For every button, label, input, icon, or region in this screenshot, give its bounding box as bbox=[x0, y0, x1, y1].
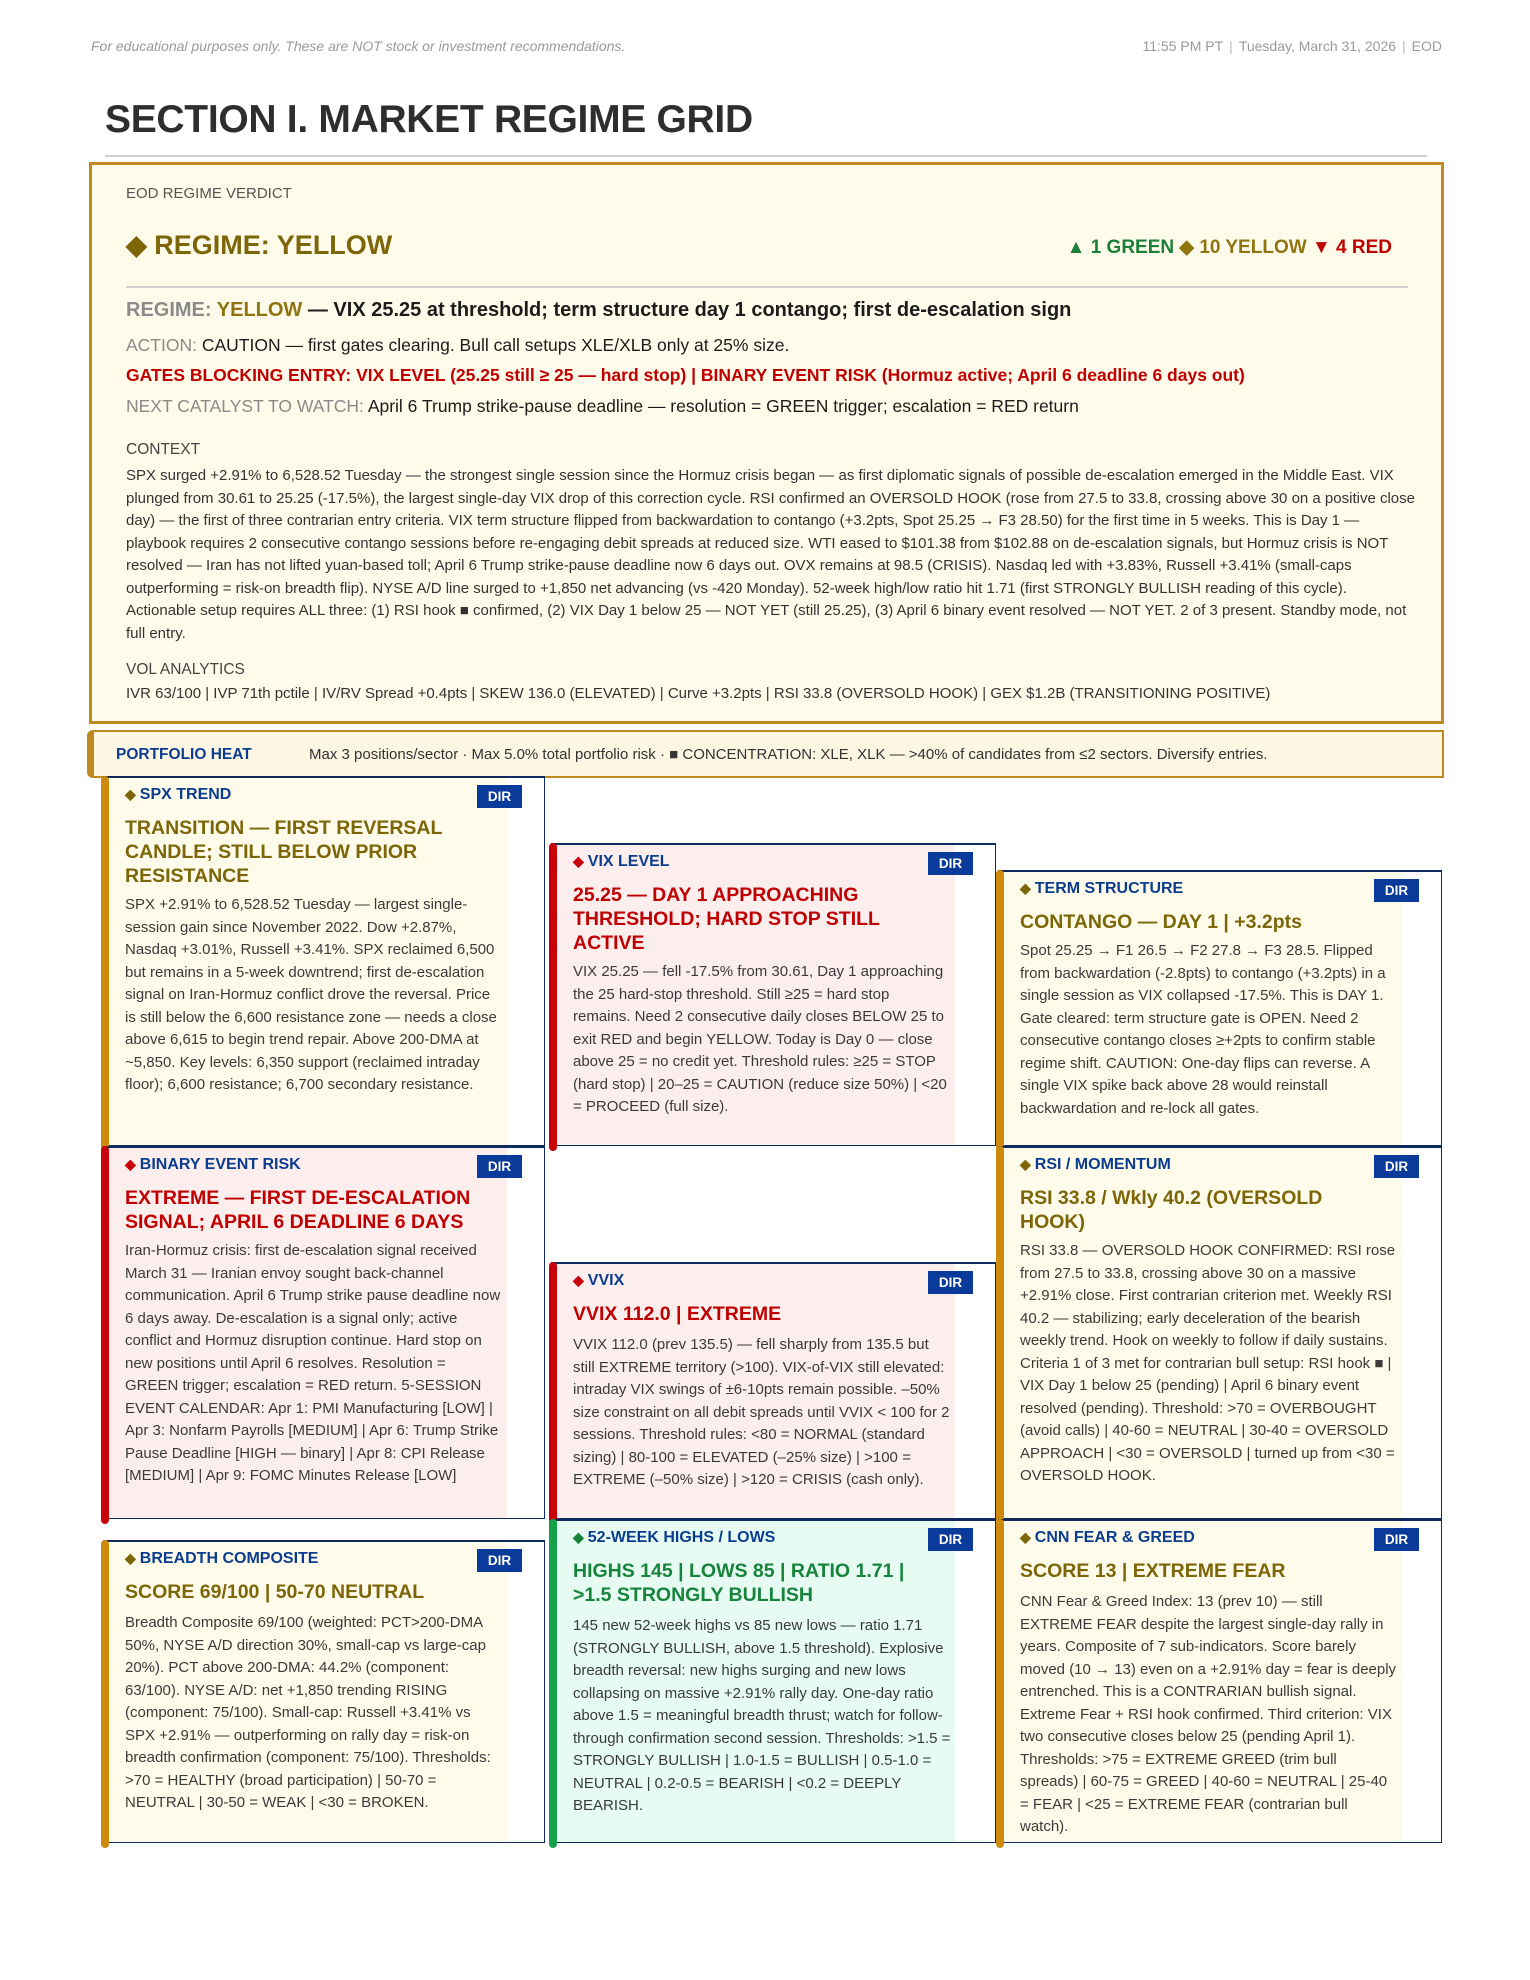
card-value: CONTANGO — DAY 1 | +3.2pts bbox=[1020, 911, 1302, 933]
summary-state: YELLOW bbox=[216, 299, 303, 321]
card-body: VIX 25.25 — fell -17.5% from 30.61, Day 1 approaching the 25 hard-stop threshold. Still ≥25 = hard stop remains. Need 2 consecutive daily closes BELOW 25 to exit RED and begin YELLOW. Today is Day 0 — close above 25 = no credit yet. Threshold rules: ≥25 = STOP (hard stop) | 20–25 = CAUTION (reduce size 50%) | <20 = PROCEED (full size). bbox=[573, 963, 947, 1115]
card-body: VVIX 112.0 (prev 135.5) — fell sharply from 135.5 but still EXTREME territory (>100). VIX-of-VIX still elevated: intraday VIX swings of ±6-10pts remain possible. –50% size constraint on all debit spreads until VVIX < 100 for 2 sessions. Threshold rules: <80 = NORMAL (standard sizing) | 80-100 = ELEVATED (–25% size) | >100 = EXTREME (–50% size) | >120 = CRISIS (cash only). bbox=[573, 1336, 950, 1488]
triangle-up-icon: ▲ bbox=[1066, 237, 1086, 258]
dir-badge[interactable]: DIR bbox=[1374, 1528, 1419, 1551]
portfolio-heat-text: Max 3 positions/sector · Max 5.0% total portfolio risk · ■ CONCENTRATION: XLE, XLK — >40% of candidates from ≤2 sectors. Diversify entries. bbox=[309, 746, 1268, 763]
section-title: SECTION I. MARKET REGIME GRID bbox=[105, 98, 753, 141]
dir-badge[interactable]: DIR bbox=[928, 1528, 973, 1551]
status-accent-bar bbox=[101, 776, 109, 1151]
card-body: RSI 33.8 — OVERSOLD HOOK CONFIRMED: RSI rose from 27.5 to 33.8, crossing above 30 on a massive +2.91% close. First contrarian criterion met. Weekly RSI 40.2 — stabilizing; early deceleration of the bearish weekly trend. Hook on weekly to follow if daily sustains. Criteria 1 of 3 met for contrarian bull setup: RSI hook ■ | VIX Day 1 below 25 (pending) | April 6 binary event resolved (pending). Threshold: >70 = OVERBOUGHT (avoid calls) | 40-60 = NEUTRAL | 30-40 = OVERSOLD APPROACH | <30 = OVERSOLD | turned up from <30 = OVERSOLD HOOK. bbox=[1020, 1242, 1396, 1484]
card-value: 25.25 — DAY 1 APPROACHING THRESHOLD; HARD STOP STILL ACTIVE bbox=[573, 884, 880, 954]
dir-badge[interactable]: DIR bbox=[477, 1549, 522, 1572]
diamond-icon: ◆ bbox=[1179, 237, 1195, 258]
diamond-icon: ◆ bbox=[125, 786, 136, 802]
card-title: ◆ TERM STRUCTURE bbox=[1020, 880, 1184, 897]
card-body: CNN Fear & Greed Index: 13 (prev 10) — still EXTREME FEAR despite the largest single-day rally in years. Composite of 7 sub-indicators. Score barely moved (10 → 13) even on a +2.91% day = fear is deeply entrenched. This is a CONTRARIAN bullish signal. Extreme Fear + RSI hook confirmed. Third criterion: VIX two consecutive closes below 25 (pending April 1). Thresholds: >75 = EXTREME GREED (trim bull spreads) | 60-75 = GREED | 40-60 = NEUTRAL | 25-40 = FEAR | <25 = EXTREME FEAR (contrarian bull watch). bbox=[1020, 1593, 1397, 1835]
status-accent-bar bbox=[996, 1146, 1004, 1524]
catalyst-label: NEXT CATALYST TO WATCH: bbox=[126, 396, 368, 416]
card-title: ◆ RSI / MOMENTUM bbox=[1020, 1156, 1171, 1173]
card-value: HIGHS 145 | LOWS 85 | RATIO 1.71 | >1.5 STRONGLY BULLISH bbox=[573, 1560, 905, 1606]
title-divider bbox=[105, 155, 1427, 157]
diamond-icon: ◆ bbox=[573, 1529, 584, 1545]
action-line bbox=[126, 335, 789, 356]
separator: | bbox=[1229, 38, 1233, 54]
card-title: ◆ 52-WEEK HIGHS / LOWS bbox=[573, 1529, 776, 1546]
yellow-count: 10 YELLOW bbox=[1199, 237, 1307, 258]
dir-badge[interactable]: DIR bbox=[477, 785, 522, 808]
red-count: 4 RED bbox=[1336, 237, 1392, 258]
context-text: SPX surged +2.91% to 6,528.52 Tuesday — the strongest single session since the Hormuz crisis began — as first diplomatic signals of possible de-escalation emerged in the Middle East. VIX plunged from 30.61 to 25.25 (-17.5%), the largest single-day VIX drop of this correction cycle. RSI confirmed an OVERSOLD HOOK (rose from 27.5 to 33.8, crossing above 30 on a positive close day) — the first of three contrarian entry criteria. VIX term structure flipped from backwardation to contango (+3.2pts, Spot 25.25 → F3 28.50) for the first time in 5 weeks. This is Day 1 — playbook requires 2 consecutive contango sessions before re-engaging debit spreads at reduced size. WTI eased to $101.38 from $102.88 on de-escalation signals, but Hormuz crisis is NOT resolved — Iran has not lifted yuan-based toll; April 6 Trump strike-pause deadline now 6 days out. OVX remains at 98.5 (CRISIS). Nasdaq led with +3.83%, Russell +3.41% (small-caps outperforming = risk-on breadth flip). NYSE A/D line surged to +1,850 net advancing (vs -420 Monday). 52-week high/low ratio hit 1.71 (first STRONGLY BULLISH reading of this cycle). Actionable setup requires ALL three: (1) RSI hook ■ confirmed, (2) VIX Day 1 below 25 — NOT YET (still 25.25), (3) April 6 binary event resolved — NOT YET. 2 of 3 present. Standby mode, not full entry. bbox=[126, 467, 1415, 642]
card-vvix bbox=[551, 1262, 996, 1519]
diamond-icon: ◆ bbox=[1020, 880, 1031, 896]
regime-verdict-panel bbox=[89, 162, 1444, 724]
diamond-icon: ◆ bbox=[125, 1550, 136, 1566]
diamond-icon: ◆ bbox=[573, 853, 584, 869]
status-accent-bar bbox=[549, 1262, 557, 1524]
card-body: Iran-Hormuz crisis: first de-escalation signal received March 31 — Iranian envoy sought back-channel communication. April 6 Trump strike pause deadline now 6 days away. De-escalation is a signal only; active conflict and Hormuz disruption continue. Hard stop on new positions until April 6 resolves. Resolution = GREEN trigger; escalation = RED return. 5-SESSION EVENT CALENDAR: Apr 1: PMI Manufacturing [LOW] | Apr 3: Nonfarm Payrolls [MEDIUM] | Apr 6: Trump Strike Pause Deadline [HIGH — binary] | Apr 8: CPI Release [MEDIUM] | Apr 9: FOMC Minutes Release [LOW] bbox=[125, 1242, 501, 1484]
status-accent-bar bbox=[101, 1540, 109, 1848]
card-value: TRANSITION — FIRST REVERSAL CANDLE; STILL BELOW PRIOR RESISTANCE bbox=[125, 817, 443, 887]
status-accent-bar bbox=[549, 843, 557, 1151]
dir-badge[interactable]: DIR bbox=[477, 1155, 522, 1178]
action-text: CAUTION — first gates clearing. Bull call setups XLE/XLB only at 25% size. bbox=[201, 335, 790, 355]
card-value: VVIX 112.0 | EXTREME bbox=[573, 1303, 782, 1325]
card-body: Breadth Composite 69/100 (weighted: PCT>200-DMA 50%, NYSE A/D direction 30%, small-cap vs large-cap 20%). PCT above 200-DMA: 44.2% (component: 63/100). NYSE A/D: net +1,850 trending RISING (component: 75/100). Small-cap: Russell +3.41% vs SPX +2.91% — outperforming on rally day = risk-on breadth confirmation (component: 75/100). Thresholds: >70 = HEALTHY (broad participation) | 50-70 = NEUTRAL | 30-50 = WEAK | <30 = BROKEN. bbox=[125, 1614, 491, 1811]
catalyst-line bbox=[126, 396, 1079, 417]
diamond-icon: ◆ bbox=[126, 230, 147, 260]
gates-blocking-line: GATES BLOCKING ENTRY: VIX LEVEL (25.25 still ≥ 25 — hard stop) | BINARY EVENT RISK (Hormuz active; April 6 deadline 6 days out) bbox=[126, 365, 1245, 385]
verdict-divider bbox=[126, 286, 1408, 288]
regime-counts bbox=[1067, 236, 1392, 259]
card-term-structure bbox=[998, 870, 1442, 1146]
triangle-down-icon: ▼ bbox=[1311, 237, 1331, 258]
card-52-week-highs-lows bbox=[551, 1519, 996, 1843]
card-value: SCORE 69/100 | 50-70 NEUTRAL bbox=[125, 1581, 425, 1603]
regime-summary bbox=[126, 299, 1071, 322]
vol-analytics-heading: VOL ANALYTICS bbox=[126, 661, 245, 678]
card-title: ◆ VVIX bbox=[573, 1272, 625, 1289]
disclaimer: For educational purposes only. These are NOT stock or investment recommendations. bbox=[91, 38, 626, 54]
status-accent-bar bbox=[549, 1519, 557, 1848]
report-date: Tuesday, March 31, 2026 bbox=[1238, 38, 1397, 54]
card-breadth-composite bbox=[103, 1540, 545, 1843]
context-heading: CONTEXT bbox=[126, 441, 201, 458]
dir-badge[interactable]: DIR bbox=[1374, 879, 1419, 902]
regime-heading bbox=[126, 230, 392, 261]
card-title: ◆ CNN FEAR & GREED bbox=[1020, 1529, 1195, 1546]
card-cnn-fear-greed bbox=[998, 1519, 1442, 1843]
card-value: RSI 33.8 / Wkly 40.2 (OVERSOLD HOOK) bbox=[1020, 1187, 1323, 1233]
separator: | bbox=[1402, 38, 1406, 54]
card-value: EXTREME — FIRST DE-ESCALATION SIGNAL; APRIL 6 DEADLINE 6 DAYS bbox=[125, 1187, 471, 1233]
card-value: SCORE 13 | EXTREME FEAR bbox=[1020, 1560, 1286, 1582]
summary-text: — VIX 25.25 at threshold; term structure day 1 contango; first de-escalation sign bbox=[302, 299, 1072, 321]
card-rsi-momentum bbox=[998, 1146, 1442, 1519]
page-header bbox=[91, 38, 1442, 56]
dir-badge[interactable]: DIR bbox=[928, 852, 973, 875]
vol-analytics-text: IVR 63/100 | IVP 71th pctile | IV/RV Spread +0.4pts | SKEW 136.0 (ELEVATED) | Curve +3.2pts | RSI 33.8 (OVERSOLD HOOK) | GEX $1.2B (TRANSITIONING POSITIVE) bbox=[126, 685, 1271, 702]
card-spx-trend bbox=[103, 776, 545, 1146]
session-label: EOD bbox=[1411, 38, 1442, 54]
catalyst-text: April 6 Trump strike-pause deadline — resolution = GREEN trigger; escalation = RED return bbox=[367, 396, 1079, 416]
diamond-icon: ◆ bbox=[573, 1272, 584, 1288]
portfolio-heat-label: PORTFOLIO HEAT bbox=[116, 746, 252, 763]
status-accent-bar bbox=[996, 1519, 1004, 1848]
verdict-eyebrow: EOD REGIME VERDICT bbox=[126, 185, 292, 202]
diamond-icon: ◆ bbox=[1020, 1529, 1031, 1545]
card-body: 145 new 52-week highs vs 85 new lows — ratio 1.71 (STRONGLY BULLISH, above 1.5 threshold). Explosive breadth reversal: new highs surging and new lows collapsing on massive +2.91% rally day. One-day ratio above 1.5 = meaningful breadth thrust; watch for follow-through confirmation second session. Thresholds: >1.5 = STRONGLY BULLISH | 1.0-1.5 = BULLISH | 0.5-1.0 = NEUTRAL | 0.2-0.5 = BEARISH | <0.2 = DEEPLY BEARISH. bbox=[573, 1617, 951, 1814]
diamond-icon: ◆ bbox=[125, 1156, 136, 1172]
diamond-icon: ◆ bbox=[1020, 1156, 1031, 1172]
status-accent-bar bbox=[996, 870, 1004, 1151]
card-body: SPX +2.91% to 6,528.52 Tuesday — largest single-session gain since November 2022. Dow +2.87%, Nasdaq +3.01%, Russell +3.41%. SPX reclaimed 6,500 but remains in a 5-week downtrend; first de-escalation signal on Iran-Hormuz conflict drove the reversal. Price is still below the 6,600 resistance zone — needs a close above 6,615 to begin trend repair. Above 200-DMA at ~5,850. Key levels: 6,350 support (reclaimed intraday floor); 6,600 resistance; 6,700 secondary resistance. bbox=[125, 896, 497, 1093]
card-title: ◆ VIX LEVEL bbox=[573, 853, 670, 870]
card-body: Spot 25.25 → F1 26.5 → F2 27.8 → F3 28.5. Flipped from backwardation (-2.8pts) to contango (+3.2pts) in a single session as VIX collapsed -17.5%. This is DAY 1. Gate cleared: term structure gate is OPEN. Need 2 consecutive contango closes ≥+2pts to confirm stable regime shift. CAUTION: One-day flips can reverse. A single VIX spike back above 28 would reinstall backwardation and re-lock all gates. bbox=[1020, 942, 1386, 1117]
card-title: ◆ BINARY EVENT RISK bbox=[125, 1156, 301, 1173]
card-title: ◆ SPX TREND bbox=[125, 786, 232, 803]
action-label: ACTION: bbox=[126, 335, 202, 355]
report-time: 11:55 PM PT bbox=[1142, 38, 1224, 54]
timestamp bbox=[1143, 38, 1443, 54]
portfolio-heat-bar bbox=[87, 730, 1444, 778]
dir-badge[interactable]: DIR bbox=[928, 1271, 973, 1294]
card-vix-level bbox=[551, 843, 996, 1146]
summary-prefix: REGIME: bbox=[126, 299, 217, 321]
regime-label: REGIME: YELLOW bbox=[154, 230, 393, 260]
dir-badge[interactable]: DIR bbox=[1374, 1155, 1419, 1178]
green-count: 1 GREEN bbox=[1090, 237, 1175, 258]
card-title: ◆ BREADTH COMPOSITE bbox=[125, 1550, 319, 1567]
card-binary-event-risk bbox=[103, 1146, 545, 1519]
status-accent-bar bbox=[101, 1146, 109, 1524]
